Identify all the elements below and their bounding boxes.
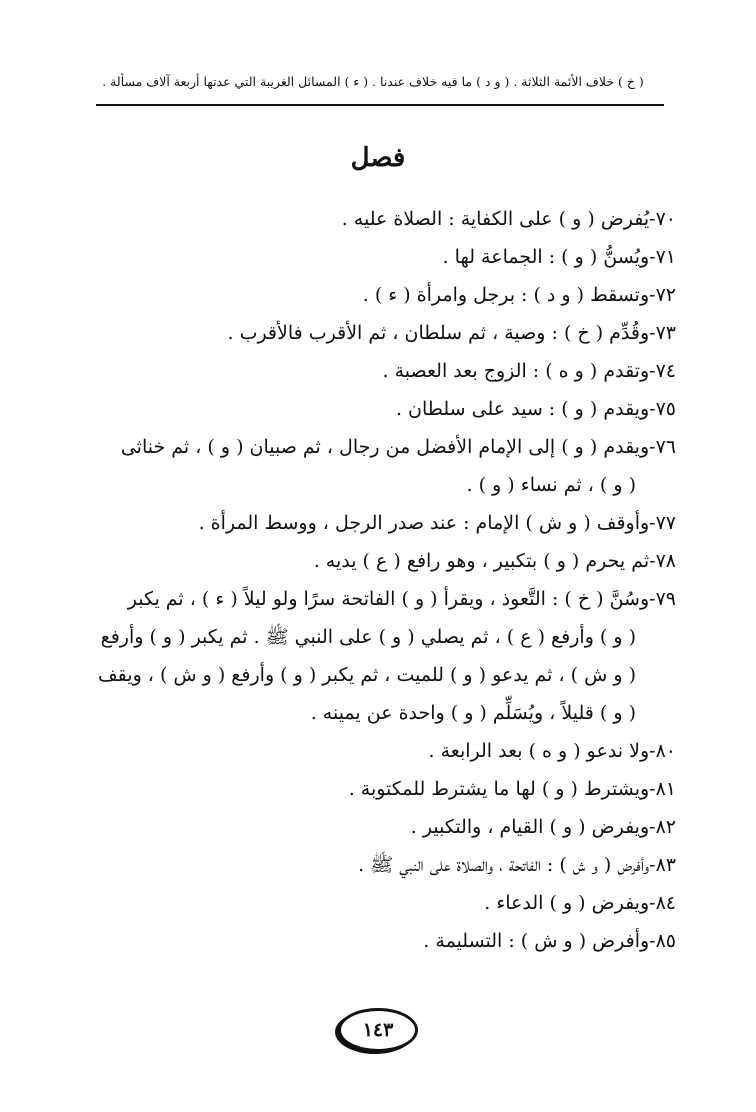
entry-item <box>86 542 676 580</box>
entry-text: يُفرض ( و ) على الكفاية : الصلاة عليه . <box>341 208 650 230</box>
entry-text: وأفرض ( و ش ) : التسليمة . <box>423 930 650 952</box>
entry-text: ولا ندعو ( و ه ) بعد الرابعة . <box>428 740 650 762</box>
page-number: ١٤٣ <box>338 1008 418 1052</box>
entry-text: وقُدِّم ( خ ) : وصية ، ثم سلطان ، ثم الأقرب فالأقرب . <box>227 322 650 344</box>
entry-text: ويشترط ( و ) لها ما يشترط للمكتوبة . <box>348 778 650 800</box>
entry-text: ويفرض ( و ) القيام ، والتكبير . <box>410 816 650 838</box>
entry-text: ثم يحرم ( و ) بتكبير ، وهو رافع ( ع ) يديه . <box>313 550 650 572</box>
entry-number: ٧٠- <box>649 208 676 230</box>
entry-number: ٧٣- <box>649 322 676 344</box>
entry-number: ٧٢- <box>649 284 676 306</box>
entry-text: وأفرض ( و ش ) : الفاتحة ، والصلاة على النبي ﷺ . <box>358 854 650 876</box>
entry-continuation-line: ( و ) قليلاً ، ويُسَلِّم ( و ) واحدة عن يمينه . <box>310 702 636 724</box>
entry-item <box>86 428 676 466</box>
entry-text: وتقدم ( و ه ) : الزوج بعد العصبة . <box>382 360 650 382</box>
entry-text: ويُسنُّ ( و ) : الجماعة لها . <box>442 246 650 268</box>
entries-list <box>86 200 676 960</box>
entry-continuation-line: ( و ) ، ثم نساء ( و ) . <box>466 474 636 496</box>
entry-item <box>86 732 676 770</box>
page-number-container <box>0 1008 756 1052</box>
entry-item <box>86 276 676 314</box>
entry-number: ٧١- <box>649 246 676 268</box>
entry-item <box>86 580 676 618</box>
entry-text: ويقدم ( و ) : سيد على سلطان . <box>395 398 650 420</box>
entry-item <box>86 808 676 846</box>
entry-number: ٧٨- <box>649 550 676 572</box>
entry-text: وسُنَّ ( خ ) : التَّعوذ ، ويقرأ ( و ) الفاتحة سرًا ولو ليلاً ( ء ) ، ثم يكبر <box>127 588 650 610</box>
running-header: ( خ ) خلاف الأئمة الثلاثة . ( و د ) ما فيه خلاف عندنا . ( ء ) المسائل الغريبة التي عدتها أربعة آلاف مسألة . <box>102 74 644 89</box>
entry-number: ٨٠- <box>649 740 676 762</box>
section-title: فصل <box>350 143 406 173</box>
entry-number: ٧٤- <box>649 360 676 382</box>
entry-number: ٧٦- <box>649 436 676 458</box>
entry-item <box>86 770 676 808</box>
entry-number: ٨١- <box>649 778 676 800</box>
entry-number: ٨٢- <box>649 816 676 838</box>
entry-item <box>86 390 676 428</box>
header-rule <box>96 104 664 106</box>
entry-continuation-line: ( و ش ) ، ثم يدعو ( و ) للميت ، ثم يكبر ( و ) وأرفع ( و ش ) ، ويقف <box>98 664 636 686</box>
entry-number: ٧٧- <box>649 512 676 534</box>
entry-item <box>86 922 676 960</box>
entry-number: ٨٤- <box>649 892 676 914</box>
entry-item <box>86 314 676 352</box>
entry-text: ويفرض ( و ) الدعاء . <box>484 892 650 914</box>
entry-item <box>86 504 676 542</box>
entry-item <box>86 352 676 390</box>
entry-item <box>86 846 676 884</box>
entry-item <box>86 200 676 238</box>
entry-number: ٧٩- <box>649 588 676 610</box>
entry-text: وأوقف ( و ش ) الإمام : عند صدر الرجل ، ووسط المرأة . <box>198 512 650 534</box>
entry-number: ٧٥- <box>649 398 676 420</box>
entry-item <box>86 238 676 276</box>
entry-continuation-line: ( و ) وأرفع ( ع ) ، ثم يصلي ( و ) على النبي ﷺ . ثم يكبر ( و ) وأرفع <box>100 626 636 648</box>
entry-text: وتسقط ( و د ) : برجل وامرأة ( ء ) . <box>362 284 650 306</box>
entry-number: ٨٣- <box>649 854 676 876</box>
entry-text: ويقدم ( و ) إلى الإمام الأفضل من رجال ، ثم صبيان ( و ) ، ثم خناثى <box>120 436 650 458</box>
entry-number: ٨٥- <box>649 930 676 952</box>
entry-item <box>86 884 676 922</box>
